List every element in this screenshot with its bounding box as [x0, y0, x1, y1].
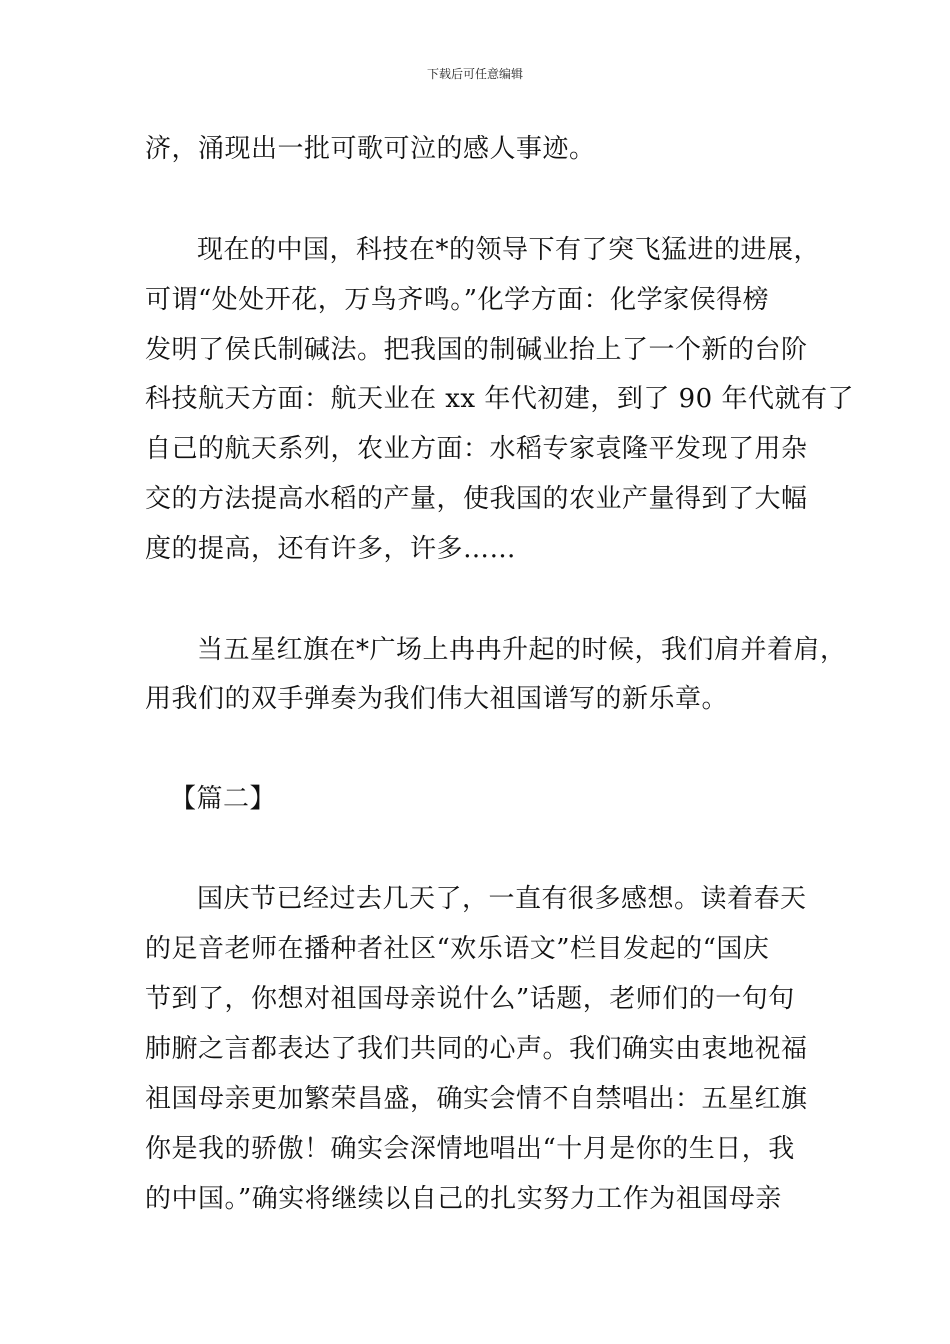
text-line: 现在的中国，科技在*的领导下有了突飞猛进的进展，: [197, 235, 821, 265]
text-line: 你是我的骄傲！确实会深情地唱出“十月是你的生日，我: [145, 1134, 795, 1164]
text-line: 度的提高，还有许多，许多……: [145, 534, 517, 564]
text-line: 节到了，你想对祖国母亲说什么”话题，老师们的一句句: [145, 984, 795, 1014]
text-line: 科技航天方面：航天业在 xx 年代初建，到了 90 年代就有了: [145, 384, 854, 414]
text-line: 自己的航天系列，农业方面：水稻专家袁隆平发现了用杂: [145, 434, 808, 464]
section-heading: 【篇二】: [170, 784, 277, 814]
text-line: 当五星红旗在*广场上冉冉升起的时候，我们肩并着肩，: [197, 635, 847, 665]
text-line: 可谓“处处开花，万鸟齐鸣。”化学方面：化学家侯得榜: [145, 285, 770, 315]
text-line: 用我们的双手弹奏为我们伟大祖国谱写的新乐章。: [145, 684, 729, 714]
text-line: 的中国。”确实将继续以自己的扎实努力工作为祖国母亲: [145, 1184, 782, 1214]
page-header: 下载后可任意编辑: [426, 67, 523, 81]
text-line: 发明了侯氏制碱法。把我国的制碱业抬上了一个新的台阶: [145, 335, 808, 365]
text-line: 肺腑之言都表达了我们共同的心声。我们确实由衷地祝福: [145, 1034, 808, 1064]
text-line: 的足音老师在播种者社区“欢乐语文”栏目发起的“国庆: [145, 934, 770, 964]
text-line: 济，涌现出一批可歌可泣的感人事迹。: [145, 134, 596, 164]
text-line: 交的方法提高水稻的产量，使我国的农业产量得到了大幅: [145, 484, 808, 514]
text-line: 国庆节已经过去几天了，一直有很多感想。读着春天: [197, 884, 807, 914]
text-line: 祖国母亲更加繁荣昌盛，确实会情不自禁唱出：五星红旗: [145, 1084, 808, 1114]
